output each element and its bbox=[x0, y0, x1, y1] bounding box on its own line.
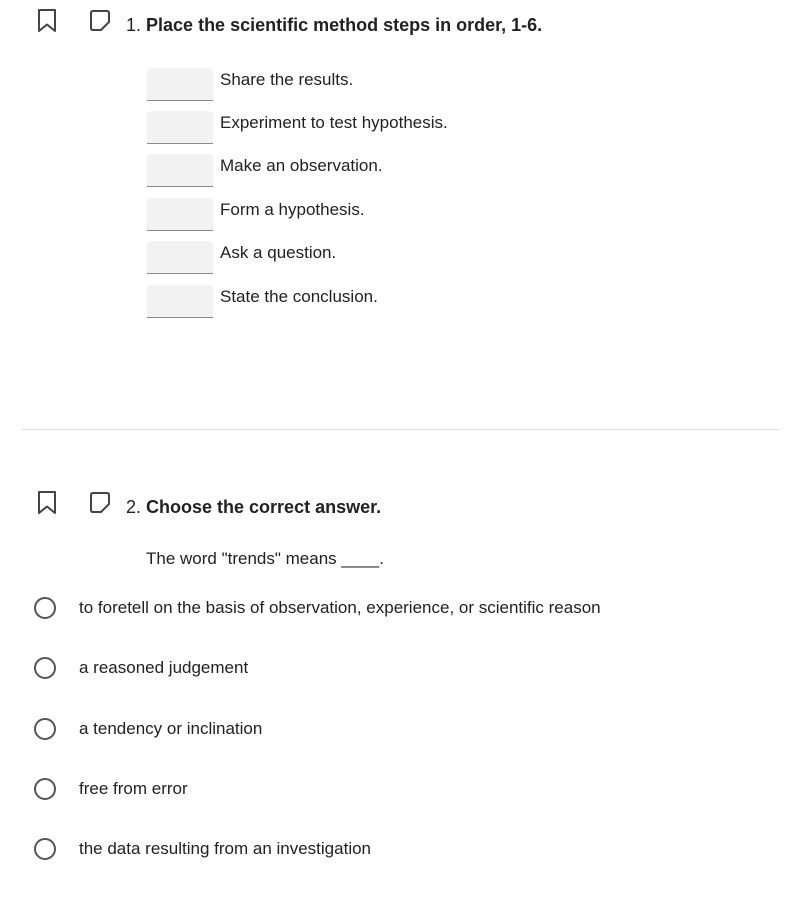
order-item-label: Ask a question. bbox=[220, 243, 337, 262]
sticky-note-icon[interactable] bbox=[88, 490, 112, 516]
question-2-text: Choose the correct answer. bbox=[146, 497, 382, 517]
answer-option-label: free from error bbox=[79, 779, 188, 798]
answer-option-label: the data resulting from an investigation bbox=[79, 839, 372, 858]
answer-option-label: to foretell on the basis of observation, experience, or scientific reason bbox=[79, 598, 601, 617]
radio-button[interactable] bbox=[34, 778, 56, 800]
order-item-label: State the conclusion. bbox=[220, 287, 378, 306]
question-divider bbox=[22, 429, 779, 430]
order-item-label: Share the results. bbox=[220, 70, 354, 89]
question-2-number: 2. bbox=[126, 497, 142, 517]
radio-button[interactable] bbox=[34, 657, 56, 679]
answer-option[interactable] bbox=[34, 595, 754, 625]
answer-option-label: a reasoned judgement bbox=[79, 658, 249, 677]
answer-option[interactable] bbox=[34, 836, 754, 866]
order-input-5[interactable] bbox=[147, 241, 213, 274]
question-1-text: Place the scientific method steps in order, 1-6. bbox=[146, 15, 543, 35]
radio-button[interactable] bbox=[34, 838, 56, 860]
order-item-label: Form a hypothesis. bbox=[220, 200, 365, 219]
order-input-6[interactable] bbox=[147, 285, 213, 318]
bookmark-icon[interactable] bbox=[35, 8, 59, 34]
radio-button[interactable] bbox=[34, 597, 56, 619]
answer-option[interactable] bbox=[34, 716, 754, 746]
answer-option[interactable] bbox=[34, 776, 754, 806]
order-input-4[interactable] bbox=[147, 198, 213, 231]
order-item-label: Make an observation. bbox=[220, 156, 383, 175]
question-1-title bbox=[126, 13, 542, 37]
radio-button[interactable] bbox=[34, 718, 56, 740]
answer-option[interactable] bbox=[34, 655, 754, 685]
question-1-number: 1. bbox=[126, 15, 142, 35]
order-input-3[interactable] bbox=[147, 154, 213, 187]
answer-option-label: a tendency or inclination bbox=[79, 719, 263, 738]
order-input-2[interactable] bbox=[147, 111, 213, 144]
order-item-label: Experiment to test hypothesis. bbox=[220, 113, 448, 132]
question-2-title bbox=[126, 495, 381, 519]
sticky-note-icon[interactable] bbox=[88, 8, 112, 34]
order-input-1[interactable] bbox=[147, 68, 213, 101]
question-2-prompt: The word "trends" means ____. bbox=[146, 549, 384, 568]
bookmark-icon[interactable] bbox=[35, 490, 59, 516]
